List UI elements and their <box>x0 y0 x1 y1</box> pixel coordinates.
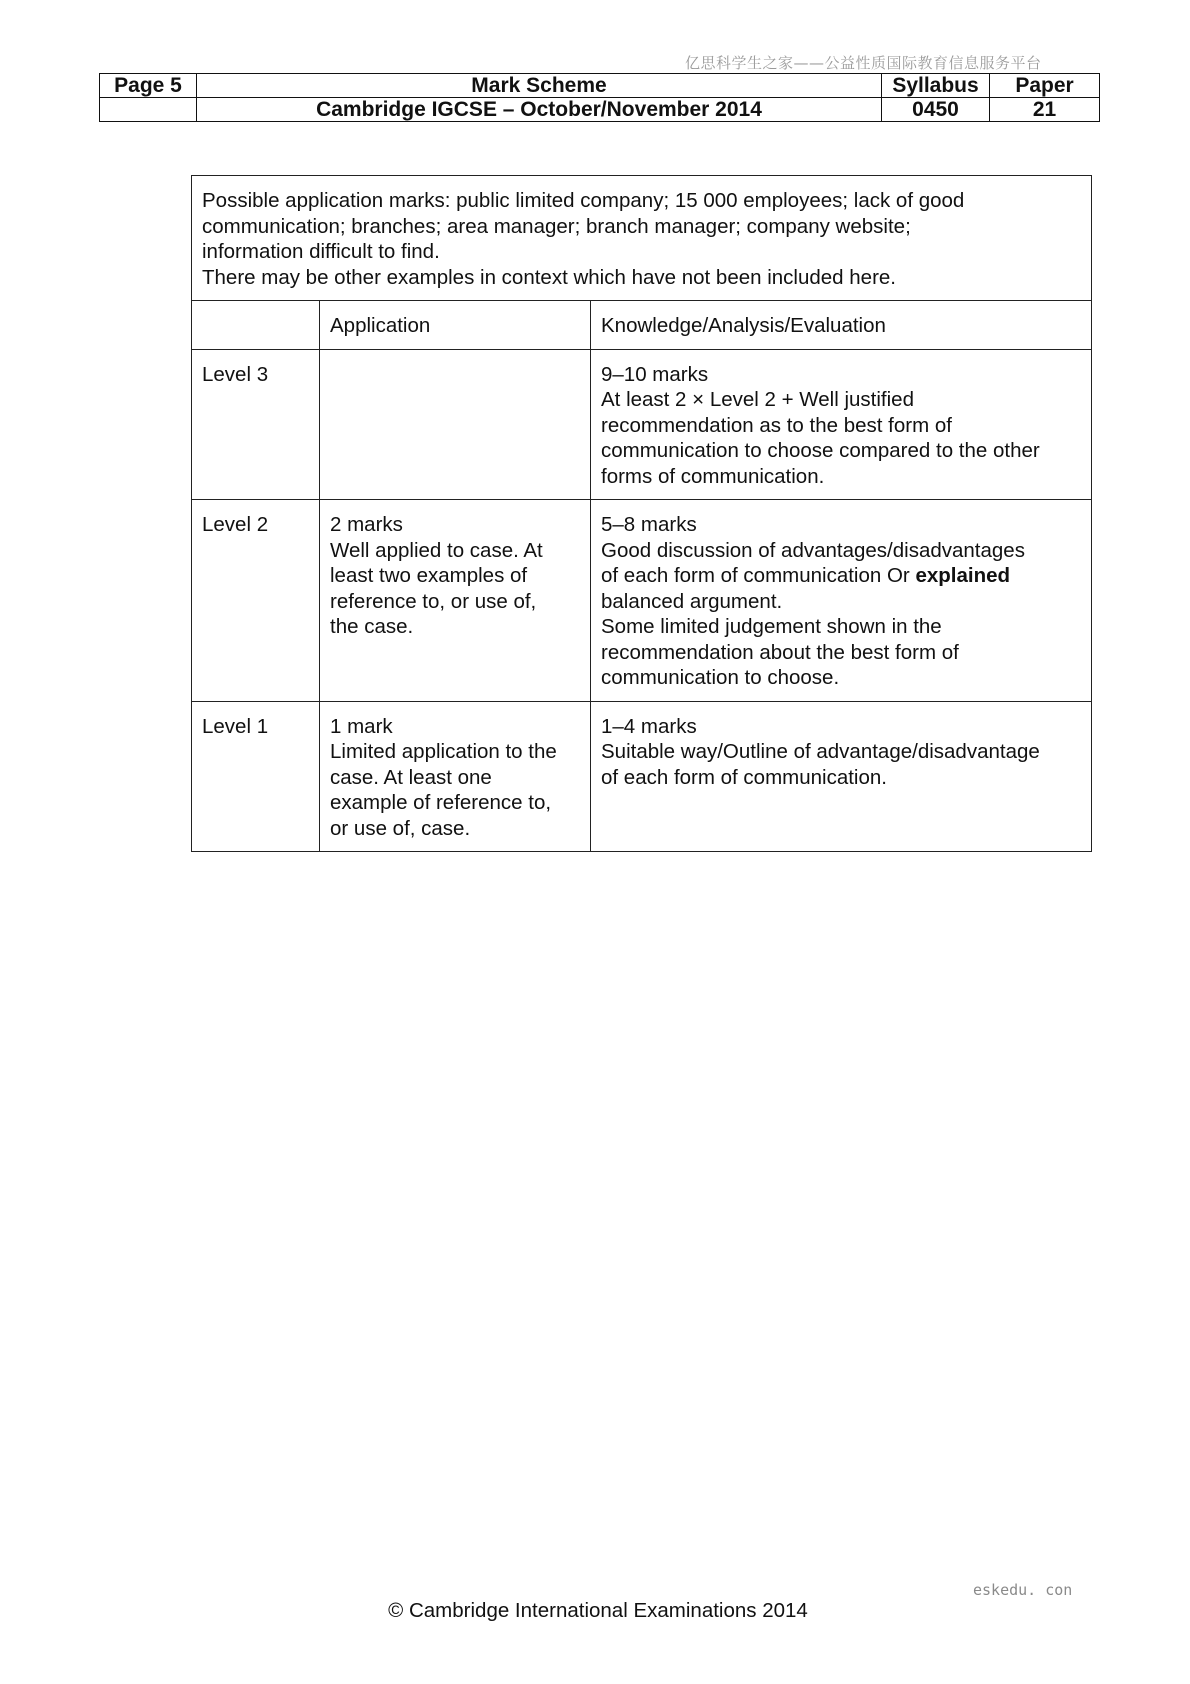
application-line: reference to, or use of, <box>330 589 537 613</box>
level-row-3 <box>192 349 1092 500</box>
application-line: example of reference to, <box>330 791 552 814</box>
paper-label: Paper <box>990 74 1100 98</box>
knowledge-line: At least 2 × Level 2 + Well justified <box>601 388 914 411</box>
knowledge-line: balanced argument. <box>601 589 783 613</box>
application-line: 2 marks <box>330 513 403 536</box>
application-cell <box>320 500 591 702</box>
level-label: Level 2 <box>192 500 320 702</box>
application-line: case. At least one <box>330 765 492 789</box>
level-row-1 <box>192 701 1092 852</box>
intro-line: communication; branches; area manager; branch manager; company website; <box>202 214 911 238</box>
level-label: Level 3 <box>192 349 320 500</box>
intro-line: Possible application marks: public limited company; 15 000 employees; lack of good <box>202 189 965 212</box>
knowledge-line: 1–4 marks <box>601 714 697 738</box>
header-empty-cell <box>100 98 197 122</box>
level-label: Level 1 <box>192 701 320 852</box>
syllabus-label: Syllabus <box>882 74 990 98</box>
knowledge-cell <box>591 500 1092 702</box>
knowledge-cell <box>591 349 1092 500</box>
knowledge-line: 5–8 marks <box>601 513 697 536</box>
page-number: Page 5 <box>100 74 197 98</box>
column-header-level <box>192 301 320 350</box>
knowledge-line: forms of communication. <box>601 464 825 488</box>
level-row-2 <box>192 500 1092 702</box>
column-header-application: Application <box>320 301 591 350</box>
document-title: Mark Scheme <box>197 74 882 98</box>
copyright-footer: © Cambridge International Examinations 2014 <box>388 1599 808 1622</box>
knowledge-line: Suitable way/Outline of advantage/disadvantage <box>601 740 1040 763</box>
knowledge-text: of each form of communication Or <box>601 564 916 587</box>
emphasis-text: explained <box>915 564 1011 587</box>
application-line: the case. <box>330 615 414 638</box>
intro-line: There may be other examples in context which have not been included here. <box>202 265 896 289</box>
application-line: or use of, case. <box>330 816 471 840</box>
header-table <box>99 73 1100 122</box>
intro-line: information difficult to find. <box>202 240 440 263</box>
knowledge-line: recommendation about the best form of <box>601 640 959 664</box>
knowledge-line: 9–10 marks <box>601 362 709 386</box>
application-cell <box>320 701 591 852</box>
syllabus-code: 0450 <box>882 98 990 122</box>
mark-scheme-table <box>191 175 1092 852</box>
knowledge-cell <box>591 701 1092 852</box>
knowledge-line: recommendation as to the best form of <box>601 413 952 437</box>
application-cell <box>320 349 591 500</box>
knowledge-line: of each form of communication. <box>601 765 887 789</box>
application-line: least two examples of <box>330 564 528 587</box>
watermark-text: 亿思科学生之家——公益性质国际教育信息服务平台 <box>685 54 1042 72</box>
knowledge-line <box>601 563 1082 589</box>
application-line: Well applied to case. At <box>330 538 543 562</box>
application-line: Limited application to the <box>330 740 557 763</box>
paper-number: 21 <box>990 98 1100 122</box>
knowledge-line: communication to choose. <box>601 666 840 689</box>
knowledge-line: Some limited judgement shown in the <box>601 615 942 638</box>
application-line: 1 mark <box>330 714 393 738</box>
site-watermark: eskedu. con <box>973 1581 1073 1599</box>
knowledge-line: communication to choose compared to the other <box>601 439 1040 462</box>
column-header-knowledge: Knowledge/Analysis/Evaluation <box>591 301 1092 350</box>
application-marks-intro <box>192 176 1092 301</box>
knowledge-line: Good discussion of advantages/disadvantages <box>601 538 1025 562</box>
document-subtitle: Cambridge IGCSE – October/November 2014 <box>197 98 882 122</box>
